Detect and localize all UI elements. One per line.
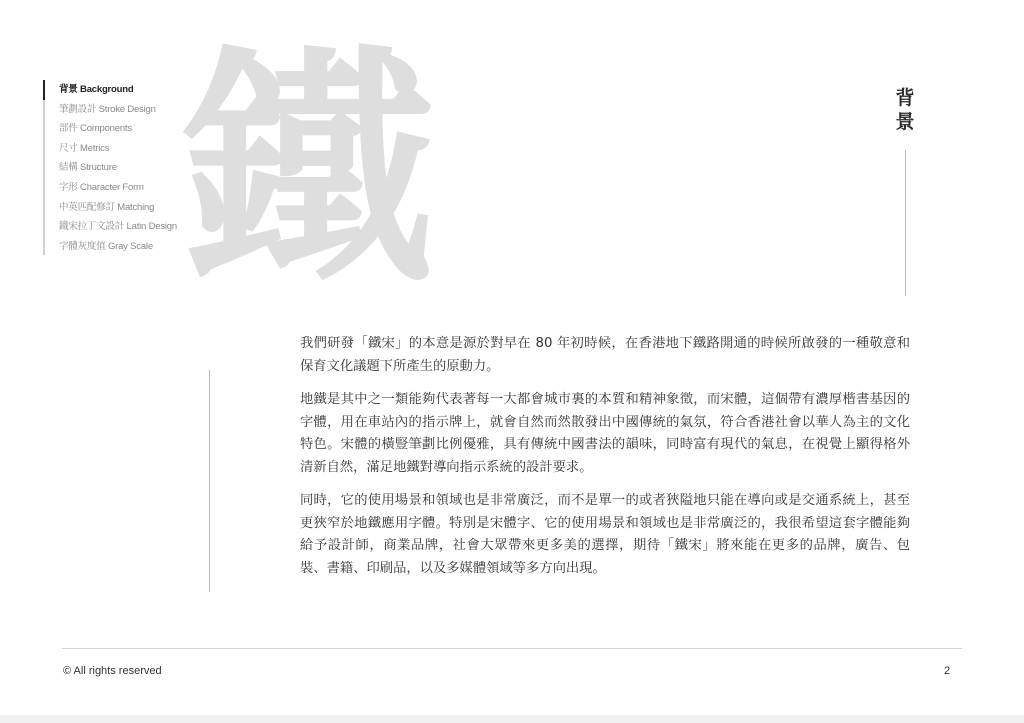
toc-item-character-form[interactable]: 字形 Character Form xyxy=(59,181,144,193)
toc-item-stroke-design[interactable]: 筆劃設計 Stroke Design xyxy=(59,103,156,115)
bottom-edge xyxy=(0,715,1024,723)
section-title-char: 景 xyxy=(895,111,915,133)
section-divider xyxy=(905,150,906,296)
footer-divider xyxy=(62,648,962,649)
toc-item-latin-design[interactable]: 鐵宋拉丁文設計 Latin Design xyxy=(59,221,177,233)
toc-active-indicator xyxy=(43,80,45,100)
toc-item-background[interactable]: 背景 Background xyxy=(59,84,134,95)
paragraph: 我們研發「鐵宋」的本意是源於對早在 80 年初時候，在香港地下鐵路開通的時候所啟發的一種敬意和保育文化議題下所產生的原動力。 xyxy=(300,336,910,374)
toc-item-components[interactable]: 部件 Components xyxy=(59,123,132,135)
toc-item-gray-scale[interactable]: 字體灰度值 Gray Scale xyxy=(59,240,153,252)
paragraph: 同時，它的使用場景和領域也是非常廣泛，而不是單一的或者狹隘地只能在導向或是交通系統上，甚至更狹窄於地鐵應用字體。特別是宋體字、它的使用場景和領域也是非常廣泛的，我很希望這套字體能夠給予設計師，商業品牌，社會大眾帶來更多美的選擇，期待「鐵宋」將來能在更多的品牌，廣告、包裝、書籍、印刷品，以及多媒體領域等多方向出現。 xyxy=(300,493,910,576)
hero-glyph: 鐵 xyxy=(183,22,433,316)
section-title-char: 背 xyxy=(895,87,915,109)
article-body xyxy=(300,333,910,591)
paragraph: 地鐵是其中之一類能夠代表著每一大都會城市裏的本質和精神象徵，而宋體，這個帶有濃厚楷書基因的字體，用在車站內的指示牌上，就會自然而然散發出中國傳統的氣氛，符合香港社會以華人為主的文化特色。宋體的橫豎筆劃比例優雅，具有傳統中國書法的韻味，同時富有現代的氣息，在視覺上顯得格外清新自然，滿足地鐵對導向指示系統的設計要求。 xyxy=(300,392,910,475)
body-divider xyxy=(209,370,210,592)
toc-item-structure[interactable]: 結構 Structure xyxy=(59,162,117,174)
toc-item-metrics[interactable]: 尺寸 Metrics xyxy=(59,142,110,154)
toc-item-matching[interactable]: 中英匹配修訂 Matching xyxy=(59,201,155,213)
copyright-text: © All rights reserved xyxy=(63,665,162,677)
section-title xyxy=(893,86,917,134)
page-number: 2 xyxy=(944,665,951,677)
